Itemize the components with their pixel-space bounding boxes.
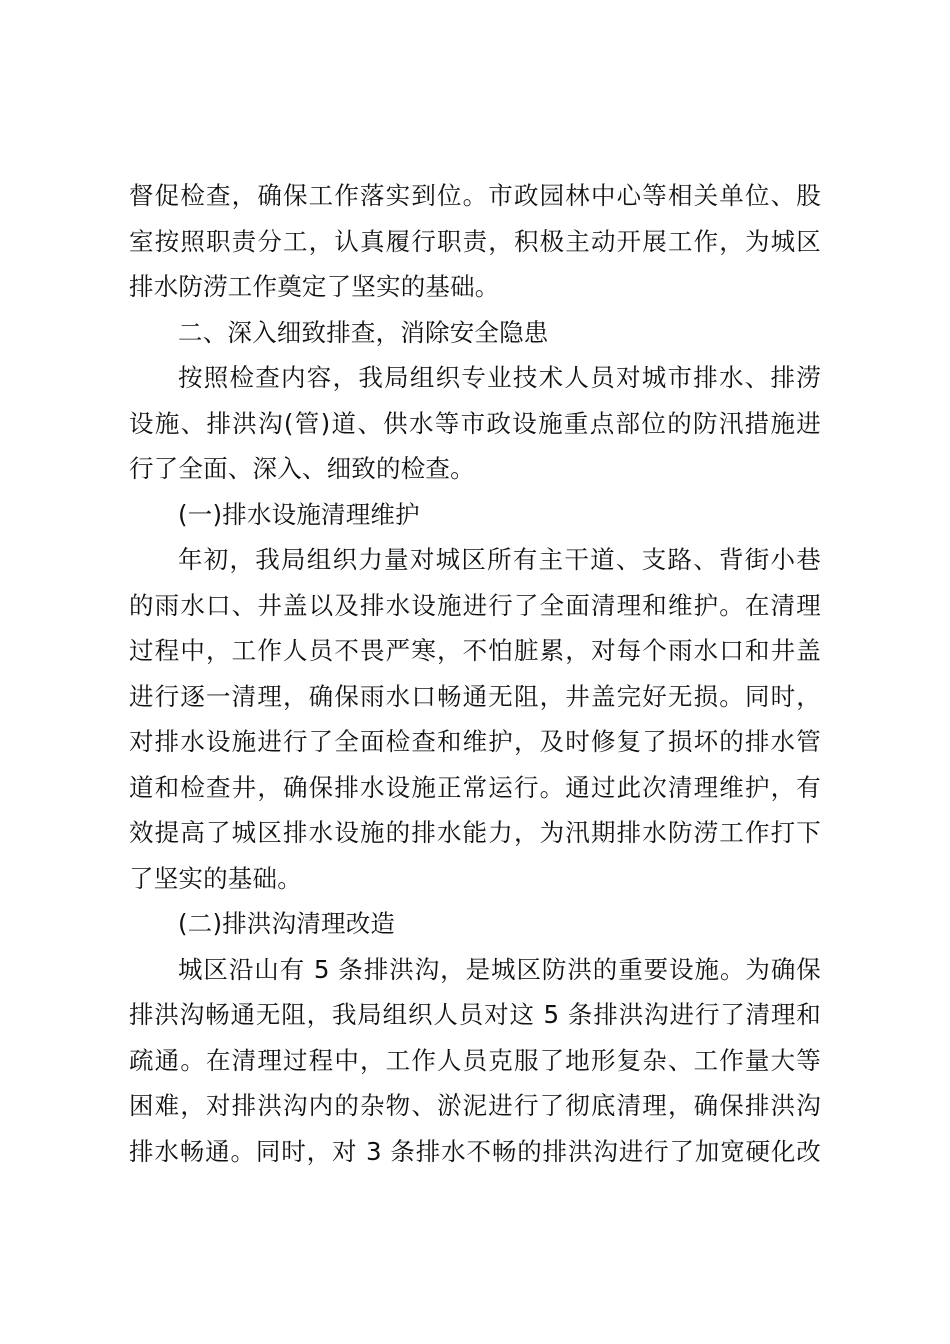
paragraph-inspection-scope: [129, 355, 821, 492]
document-body: [129, 173, 821, 1174]
text-line: 设施、排洪沟(管)道、供水等市政设施重点部位的防汛措施进: [129, 408, 821, 438]
heading-text: (一)排水设施清理维护: [178, 499, 420, 529]
text-line: 的雨水口、井盖以及排水设施进行了全面清理和维护。在清理: [129, 590, 821, 620]
text-line: 了坚实的基础。: [129, 863, 302, 893]
paragraph-responsibilities: [129, 173, 821, 310]
text-line: 督促检查，确保工作落实到位。市政园林中心等相关单位、股: [129, 181, 821, 210]
text-line: 道和检查井，确保排水设施正常运行。通过此次清理维护，有: [129, 772, 821, 802]
text-line: 疏通。在清理过程中，工作人员克服了地形复杂、工作量大等: [129, 1045, 821, 1075]
heading-text: 二、深入细致排查，消除安全隐患: [178, 317, 549, 347]
text-line: 排水防涝工作奠定了坚实的基础。: [129, 272, 500, 301]
paragraph-drainage-maintenance: [129, 537, 821, 901]
text-line: 进行逐一清理，确保雨水口畅通无阻，井盖完好无损。同时，: [129, 681, 821, 711]
text-line: 对排水设施进行了全面检查和维护，及时修复了损坏的排水管: [129, 727, 821, 756]
text-line: 效提高了城区排水设施的排水能力，为汛期排水防涝工作打下: [129, 818, 821, 847]
text-line: 室按照职责分工，认真履行职责，积极主动开展工作，为城区: [129, 226, 821, 256]
text-line: 困难，对排洪沟内的杂物、淤泥进行了彻底清理，确保排洪沟: [129, 1091, 821, 1120]
text-line: 按照检查内容，我局组织专业技术人员对城市排水、排涝: [178, 363, 821, 392]
text-line: 年初，我局组织力量对城区所有主干道、支路、背街小巷: [178, 545, 821, 574]
text-line: 排洪沟畅通无阻，我局组织人员对这 5 条排洪沟进行了清理和: [129, 1000, 821, 1029]
text-line: 过程中，工作人员不畏严寒，不怕脏累，对每个雨水口和井盖: [129, 636, 821, 665]
subheading-drainage-maintenance: [129, 492, 821, 538]
section-heading-inspection: [129, 310, 821, 356]
paragraph-flood-ditch: [129, 947, 821, 1175]
text-line: 行了全面、深入、细致的检查。: [129, 454, 475, 483]
text-line: 城区沿山有 5 条排洪沟，是城区防洪的重要设施。为确保: [178, 954, 821, 984]
text-line: 排水畅通。同时，对 3 条排水不畅的排洪沟进行了加宽硬化改: [129, 1136, 821, 1166]
heading-text: (二)排洪沟清理改造: [178, 909, 396, 938]
subheading-flood-ditch: [129, 901, 821, 947]
